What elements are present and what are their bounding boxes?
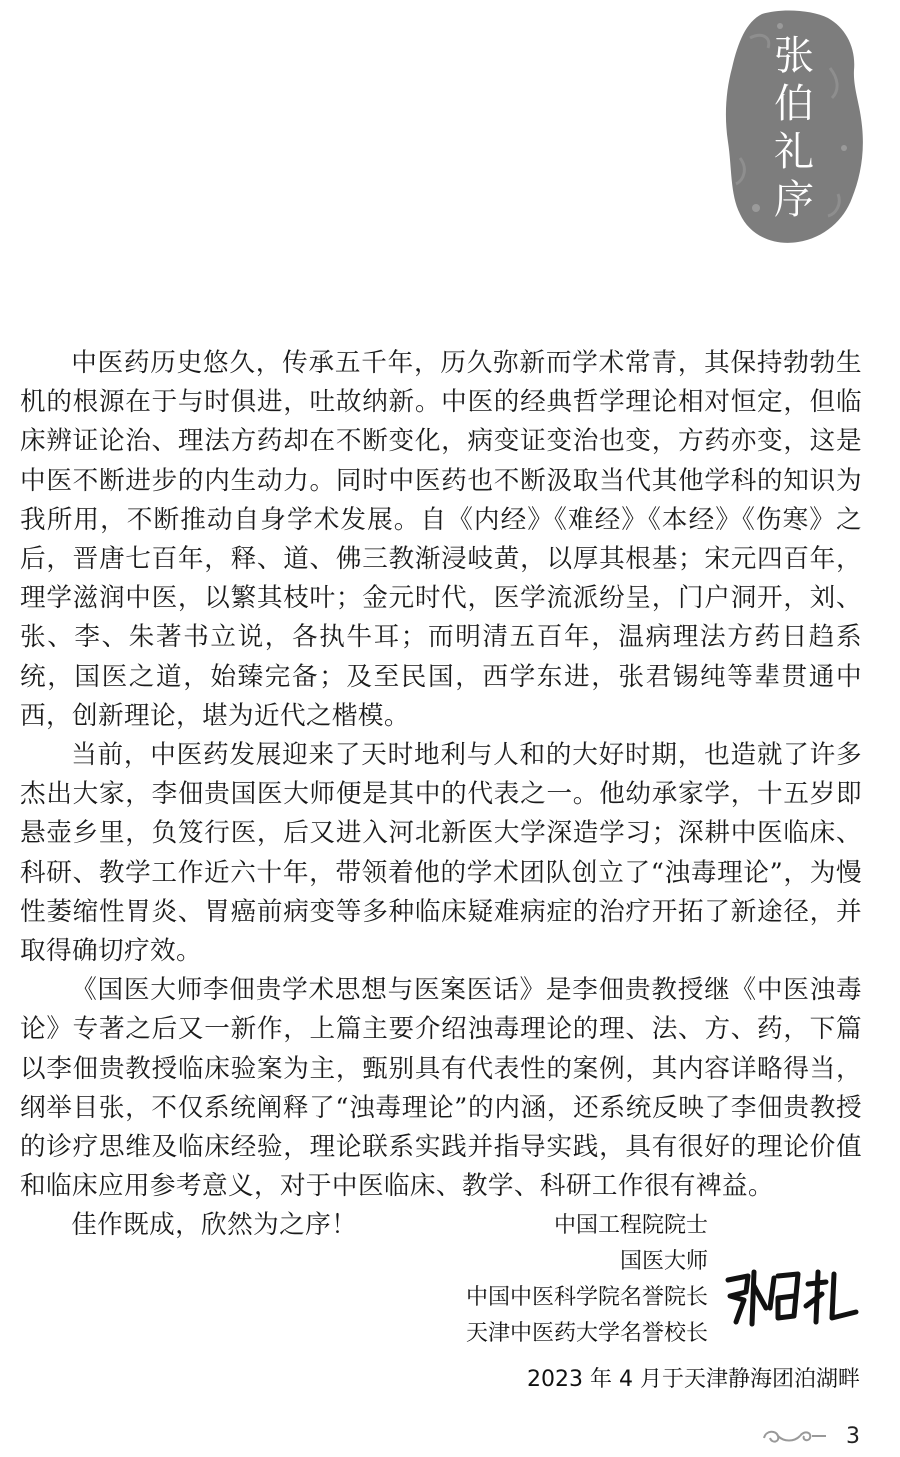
title-char: 序 bbox=[774, 177, 814, 223]
date-place: 2023 年 4 月于天津静海团泊湖畔 bbox=[527, 1367, 860, 1392]
title-char: 礼 bbox=[774, 129, 814, 175]
author-title: 中国中医科学院名誉院长 bbox=[465, 1285, 708, 1310]
page-number: 3 bbox=[846, 1424, 860, 1449]
paragraph: 当前，中医药发展迎来了天时地利与人和的大好时期，也造就了许多杰出大家，李佃贵国医大师便是其中的代表之一。他幼承家学，十五岁即悬壶乡里，负笈行医，后又进入河北新医大学深造学习；深耕中医临床、科研、教学工作近六十年，带领着他的学术团队创立了“浊毒理论”，为慢性萎缩性胃炎、胃癌前病变等多种临床疑难病症的治疗开拓了新途径，并取得确切疗效。 bbox=[20, 740, 862, 967]
author-title: 国医大师 bbox=[619, 1249, 708, 1274]
author-title: 中国工程院院士 bbox=[553, 1213, 708, 1238]
cloud-ornament-icon bbox=[760, 1424, 830, 1448]
paragraph: 中医药历史悠久，传承五千年，历久弥新而学术常青，其保持勃勃生机的根源在于与时俱进，吐故纳新。中医的经典哲学理论相对恒定，但临床辨证论治、理法方药却在不断变化，病变证变治也变，方药亦变，这是中医不断进步的内生动力。同时中医药也不断汲取当代其他学科的知识为我所用，不断推动自身学术发展。自《内经》《难经》《本经》《伤寒》之后，晋唐七百年，释、道、佛三教渐浸岐黄，以厚其根基；宋元四百年，理学滋润中医，以繁其枝叶；金元时代，医学流派纷呈，门户洞开，刘、张、李、朱著书立说，各执牛耳；而明清五百年，温病理法方药日趋系统，国医之道，始臻完备；及至民国，西学东进，张君锡纯等辈贯通中西，创新理论，堪为近代之楷模。 bbox=[20, 348, 862, 731]
title-char: 张 bbox=[774, 33, 814, 79]
paragraph: 佳作既成，欣然为之序！ bbox=[71, 1210, 358, 1241]
author-title: 天津中医药大学名誉校长 bbox=[465, 1321, 708, 1346]
paragraph: 《国医大师李佃贵学术思想与医案医话》是李佃贵教授继《中医浊毒论》专著之后又一新作，上篇主要介绍浊毒理论的理、法、方、药，下篇以李佃贵教授临床验案为主，甄别具有代表性的案例，其内容详略得当，纲举目张，不仅系统阐释了“浊毒理论”的内涵，还系统反映了李佃贵教授的诊疗思维及临床经验，理论联系实践并指导实践，具有很好的理论价值和临床应用参考意义，对于中医临床、教学、科研工作很有裨益。 bbox=[20, 975, 862, 1202]
handwritten-signature bbox=[722, 1262, 862, 1332]
title-char: 伯 bbox=[774, 81, 814, 127]
title-badge bbox=[720, 8, 868, 246]
preface-body bbox=[20, 344, 862, 1246]
title-text bbox=[720, 32, 868, 224]
author-titles bbox=[466, 1208, 708, 1352]
